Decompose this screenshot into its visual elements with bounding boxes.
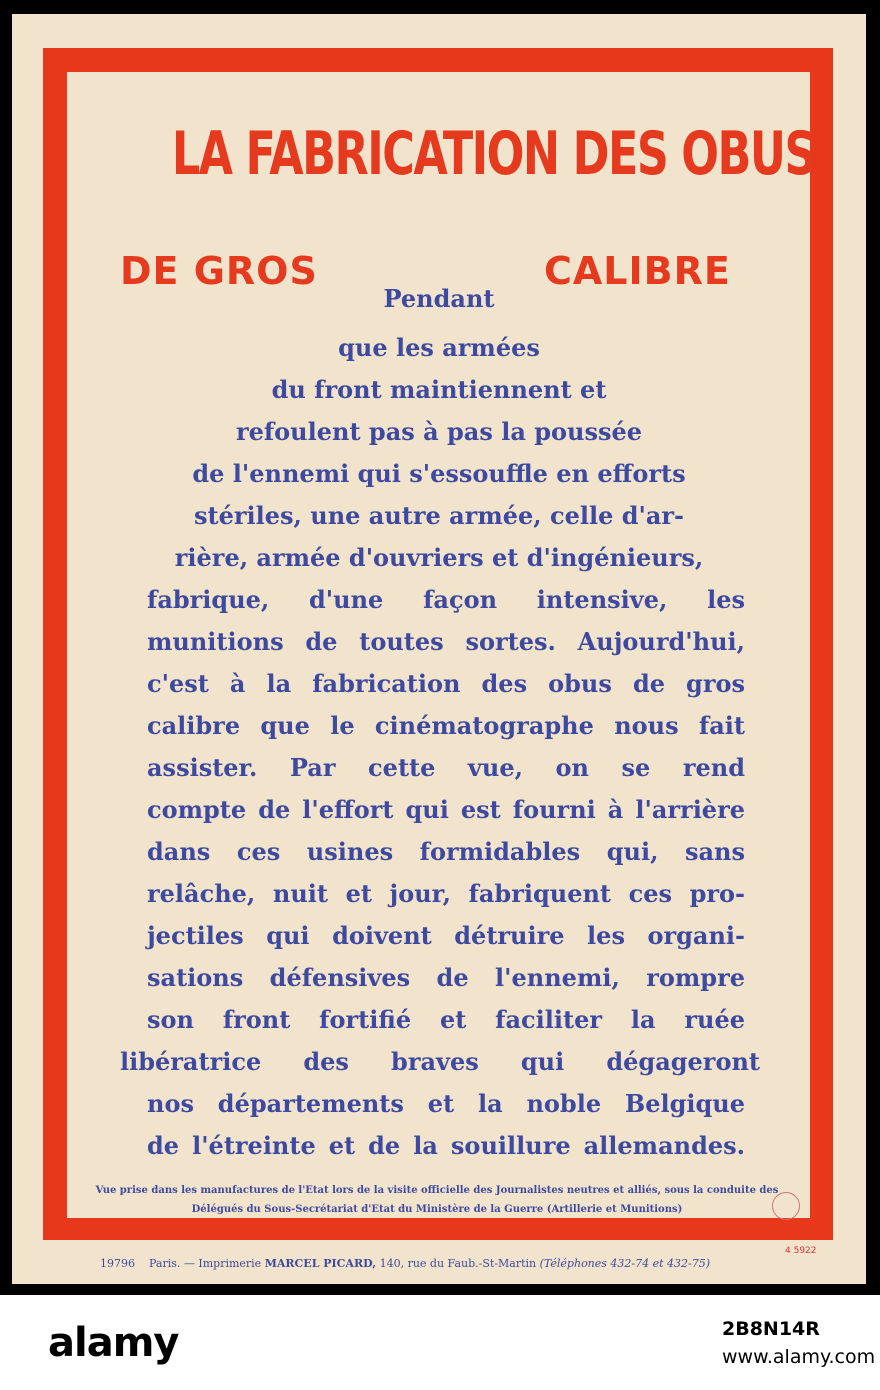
body-line: de l'ennemi qui s'essouffle en efforts [192, 459, 686, 488]
body-line: Pendant [383, 284, 495, 313]
body-line: que les armées [338, 333, 540, 362]
body-line: calibre que le cinématographe nous fait [147, 711, 745, 740]
printer-address: 140, rue du Faub.-St-Martin [379, 1257, 537, 1270]
catalog-number: 4 5922 [785, 1246, 817, 1256]
body-line: son front fortifié et faciliter la ruée [147, 1005, 745, 1034]
body-line: libératrice des braves qui dégageront [120, 1047, 760, 1076]
body-line: sations défensives de l'ennemi, rompre [147, 963, 745, 992]
printer-name: MARCEL PICARD, [264, 1257, 377, 1270]
body-line: du front maintiennent et [271, 375, 607, 404]
body-line: rière, armée d'ouvriers et d'ingénieurs, [174, 543, 704, 572]
body-line: de l'étreinte et de la souillure allemandes. [147, 1131, 745, 1160]
body-line: relâche, nuit et jour, fabriquent ces pro- [147, 879, 745, 908]
body-line: compte de l'effort qui est fourni à l'arrière [147, 795, 745, 824]
body-line: stériles, une autre armée, celle d'ar- [194, 501, 684, 530]
body-line: jectiles qui doivent détruire les organi- [147, 921, 745, 950]
poster [12, 14, 866, 1284]
subtitle-right: CALIBRE [544, 249, 731, 293]
poster-title: LA FABRICATION DES OBUS [171, 119, 815, 189]
body-line: munitions de toutes sortes. Aujourd'hui, [147, 627, 745, 656]
printer-city: Paris. — Imprimerie [149, 1257, 262, 1270]
body-line: nos départements et la noble Belgique [147, 1089, 745, 1118]
image-id: 2B8N14R [722, 1318, 820, 1340]
subtitle-left: DE GROS [120, 249, 318, 293]
credit-line-2: Délégués du Sous-Secrétariat d'Etat du Ministère de la Guerre (Artillerie et Munitions) [191, 1204, 683, 1215]
body-line: fabrique, d'une façon intensive, les [147, 585, 745, 614]
photo-credit [72, 1181, 802, 1219]
printer-phones: (Téléphones 432-74 et 432-75) [539, 1257, 711, 1270]
library-stamp-icon [772, 1192, 800, 1220]
printer-line [100, 1257, 800, 1270]
alamy-logo: alamy [48, 1320, 179, 1366]
credit-line-1: Vue prise dans les manufactures de l'Etat lors de la visite officielle des Journalistes neutres et alliés, sous la conduite des [95, 1185, 779, 1196]
printer-number: 19796 [100, 1257, 135, 1270]
body-line: assister. Par cette vue, on se rend [147, 753, 745, 782]
body-line: c'est à la fabrication des obus de gros [147, 669, 745, 698]
body-line: dans ces usines formidables qui, sans [147, 837, 745, 866]
body-line: refoulent pas à pas la poussée [235, 417, 643, 446]
watermark-url: www.alamy.com [722, 1346, 876, 1368]
